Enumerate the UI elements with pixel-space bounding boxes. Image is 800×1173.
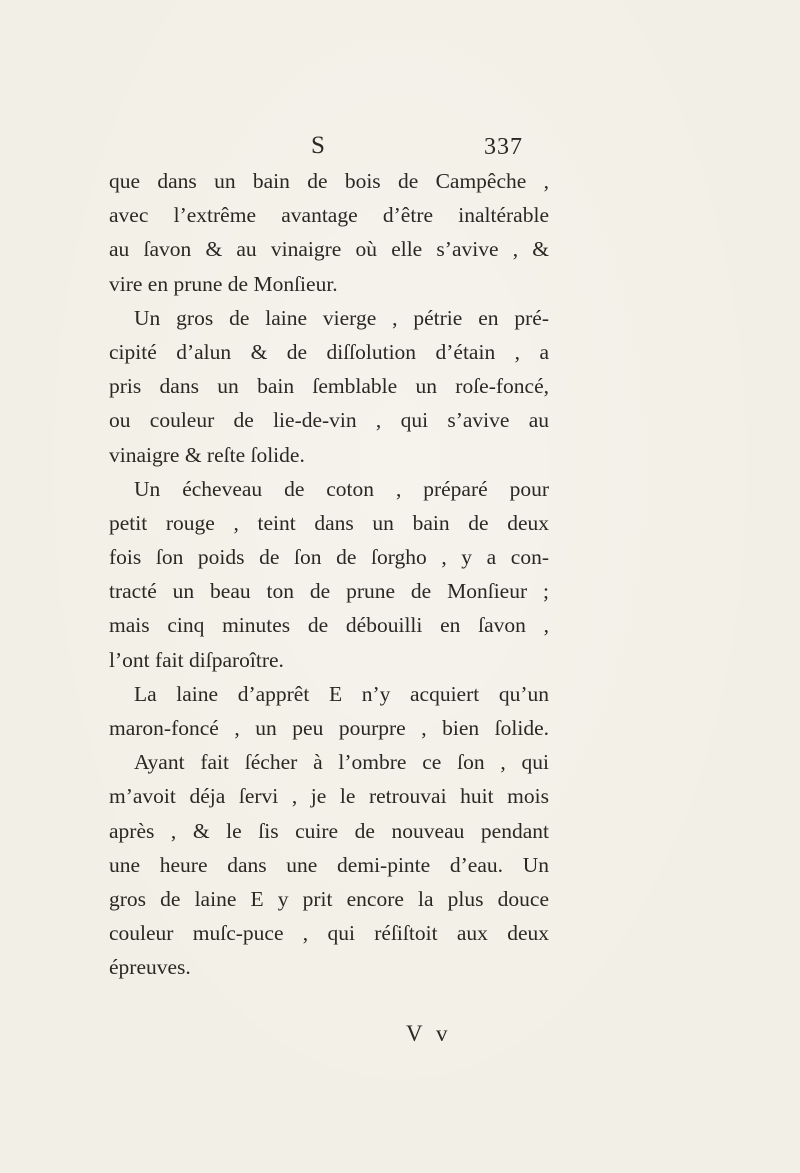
text-line: fois ſon poids de ſon de ſorgho , y a con- <box>109 545 549 570</box>
text-line: avec l’extrême avantage d’être inaltérable <box>109 203 549 228</box>
text-line: Ayant fait ſécher à l’ombre ce ſon , qui <box>134 750 549 775</box>
signature-letter: S <box>311 132 326 159</box>
text-line: après , & le ſis cuire de nouveau pendant <box>109 818 549 843</box>
text-line: pris dans un bain ſemblable un roſe-foncé, <box>109 374 549 399</box>
page-number: 337 <box>484 134 523 160</box>
text-line: une heure dans une demi-pinte d’eau. Un <box>109 852 549 877</box>
text-line: La laine d’apprêt E n’y acquiert qu’un <box>134 681 549 706</box>
page-footer <box>0 1021 800 1061</box>
text-line: épreuves. <box>109 955 191 980</box>
text-line: au ſavon & au vinaigre où elle s’avive , & <box>109 237 549 262</box>
text-line: tracté un beau ton de prune de Monſieur ; <box>109 579 549 604</box>
text-line: Un gros de laine vierge , pétrie en pré- <box>134 305 549 330</box>
text-line: maron-foncé , un peu pourpre , bien ſolide. <box>109 716 549 740</box>
text-line: l’ont fait diſparoître. <box>109 647 284 672</box>
text-line: mais cinq minutes de débouilli en ſavon , <box>109 613 549 638</box>
body-text <box>109 164 549 985</box>
text-line: que dans un bain de bois de Campêche , <box>109 169 549 193</box>
text-line: Un écheveau de coton , préparé pour <box>134 476 549 501</box>
text-line: vinaigre & reſte ſolide. <box>109 442 305 467</box>
signature-mark: V v <box>406 1021 452 1046</box>
text-line: vire en prune de Monſieur. <box>109 271 338 296</box>
text-line: petit rouge , teint dans un bain de deux <box>109 510 549 535</box>
text-line: ou couleur de lie-de-vin , qui s’avive au <box>109 408 549 433</box>
text-line: couleur muſc-puce , qui réſiſtoit aux deux <box>109 921 549 946</box>
text-line: gros de laine E y prit encore la plus douce <box>109 886 549 911</box>
text-line: m’avoit déja ſervi , je le retrouvai huit mois <box>109 784 549 809</box>
text-line: cipité d’alun & de diſſolution d’étain , a <box>109 339 549 364</box>
